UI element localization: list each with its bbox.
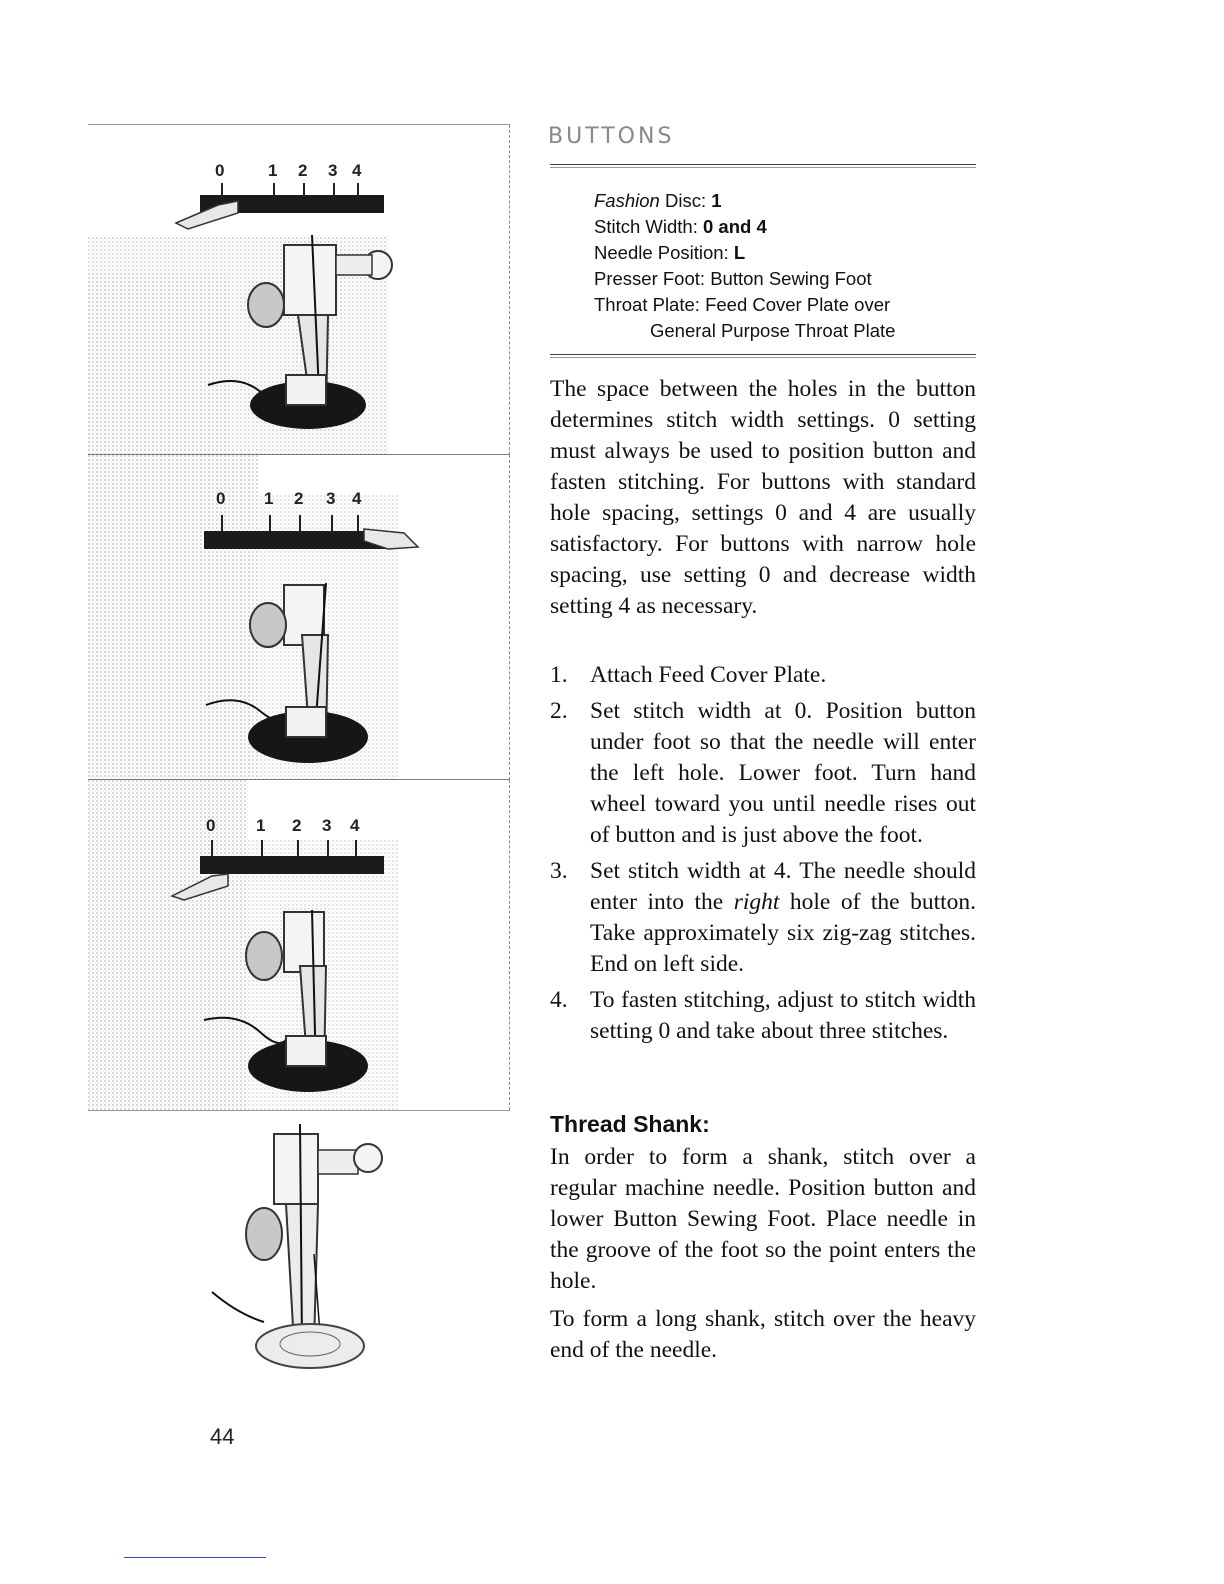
spec-presser-foot [594,266,895,292]
spec-needle-position [594,240,895,266]
step-text: Attach Feed Cover Plate. [590,662,827,688]
section-title: BUTTONS [548,124,675,149]
divider-bottom [550,354,976,358]
spec-label: Needle Position: [594,242,734,263]
spec-value-cont: General Purpose Throat Plate [650,320,896,341]
scale-number-4: 4 [350,816,360,835]
step-text: To fasten stitching, adjust to stitch width setting 0 and take about three stitches. [590,987,976,1044]
step-text-emphasis: right [733,889,780,915]
spec-throat-plate-cont [594,318,895,344]
thread-shank-heading: Thread Shank: [550,1111,710,1137]
page-number: 44 [210,1424,235,1449]
scale-number-0: 0 [215,161,225,180]
spec-value: Feed Cover Plate over [705,294,891,315]
thread-shank-paragraph-2: To form a long shank, stitch over the heavy end of the needle. [550,1306,976,1363]
scale-number-1: 1 [264,489,274,508]
scale-number-4: 4 [352,489,362,508]
divider-top [550,164,976,168]
spec-label: Disc: [659,190,712,211]
spec-label: Throat Plate: [594,294,706,315]
illustration-panel-3 [88,779,510,1111]
step-text: Set stitch width at 0. Position button under foot so that the needle will enter the left hole. Lower foot. Turn hand wheel toward you until needle rises out of button and is just above the foot. [590,698,976,848]
spec-fashion-disc [594,188,895,214]
illustration-panel-1 [88,124,510,455]
scale-number-3: 3 [322,816,332,835]
spec-value: 0 and 4 [702,216,767,237]
step-item [550,696,976,851]
step-item [550,985,976,1047]
illustration-panel-2 [88,454,510,780]
scale-number-3: 3 [326,489,336,508]
steps-list [550,660,976,1052]
step-text: hole of the button. Take approximately six zig-zag stitches. End on left side. [590,889,977,977]
scale-number-1: 1 [256,816,266,835]
panel-edge [509,780,510,1110]
scale-number-0: 0 [216,489,226,508]
step-number: 4. [550,987,568,1013]
spec-value: 1 [711,190,722,211]
panel-edge [509,125,510,455]
step-number: 1. [550,662,568,688]
settings-block [594,188,895,344]
scale-number-4: 4 [352,161,362,180]
scale-number-2: 2 [292,816,302,835]
step-number: 3. [550,858,568,884]
step-item [550,856,976,980]
panel-edge [509,455,510,780]
thread-shank-illustration [88,1114,510,1384]
scale-number-0: 0 [206,816,216,835]
spec-value: Button Sewing Foot [710,268,872,289]
spec-stitch-width [594,214,895,240]
step-item [550,660,976,691]
illustration-panel-4 [88,1114,510,1384]
spec-value: L [733,242,746,263]
scale-number-3: 3 [328,161,338,180]
spec-label: Stitch Width: [594,216,703,237]
spec-throat-plate [594,292,895,318]
scale-number-2: 2 [294,489,304,508]
footer-rule [124,1557,266,1558]
step-text: Set stitch width at 4. The needle should enter into the [590,858,976,915]
scale-number-2: 2 [298,161,308,180]
thread-shank-paragraph-1: In order to form a shank, stitch over a regular machine needle. Position button and lower Button Sewing Foot. Place needle in the groove of the foot so the point enters the hole. [550,1144,976,1294]
spec-label: Presser Foot: [594,268,711,289]
intro-paragraph: The space between the holes in the button determines stitch width settings. 0 setting must always be used to position button and fasten stitching. For buttons with standard hole spacing, settings 0 and 4 are usually satisfactory. For buttons with narrow hole spacing, use setting 0 and decrease width setting 4 as necessary. [550,376,976,619]
scale-number-1: 1 [268,161,278,180]
step-number: 2. [550,698,568,724]
spec-label-italic: Fashion [594,190,660,211]
